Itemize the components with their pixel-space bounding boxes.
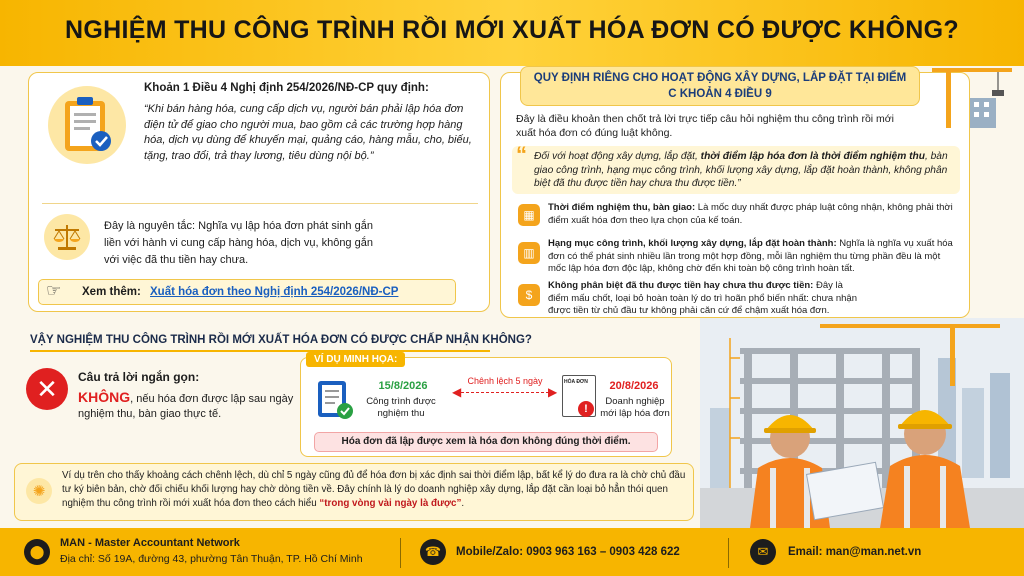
rule-point-3	[548, 280, 858, 318]
crane-illustration	[928, 60, 1018, 130]
warning-icon: !	[578, 401, 594, 417]
short-answer-label: Câu trả lời ngắn gọn:	[78, 370, 200, 384]
invoice-icon-label: HÓA ĐƠN	[564, 379, 588, 385]
principle-text: Đây là nguyên tắc: Nghĩa vụ lập hóa đơn phát sinh gắn liền với hành vi cung cấp hàng hóa, dịch vụ, không gắn với việc đã thu tiền hay chưa.	[104, 220, 373, 266]
money-bag-icon: $	[518, 284, 540, 306]
rule-point-2	[548, 238, 960, 276]
rule-point-3-title: Không phân biệt đã thu được tiền hay chưa thu được tiền:	[548, 280, 814, 291]
lightbulb-icon: ✺	[26, 478, 52, 504]
scales-icon	[44, 214, 90, 260]
example-date-2: 20/8/2026	[609, 380, 659, 392]
question-divider	[30, 350, 490, 352]
example-tag: VÍ DỤ MINH HỌA:	[306, 352, 405, 367]
question-heading: VẬY NGHIỆM THU CÔNG TRÌNH RỒI MỚI XUẤT HÓA ĐƠN CÓ ĐƯỢC CHẤP NHẬN KHÔNG?	[30, 334, 532, 346]
rule-intro: Đây là điều khoản then chốt trả lời trực tiếp câu hỏi nghiệm thu công trình rồi mới xuất hóa đơn có đúng luật không.	[516, 113, 894, 139]
rule-point-1-text: Là mốc duy nhất được pháp luật công nhận, không phải thời điểm xuất hóa đơn theo lựa chọn của kế toán.	[548, 202, 953, 226]
gap-arrow	[456, 392, 554, 393]
checklist-icon	[312, 377, 356, 421]
example-gap-label: Chênh lệch 5 ngày	[467, 376, 543, 386]
page-title: NGHIỆM THU CÔNG TRÌNH RỒI MỚI XUẤT HÓA ĐƠN CÓ ĐƯỢC KHÔNG?	[65, 16, 959, 44]
rule-point-2-title: Hạng mục công trình, khối lượng xây dựng, lắp đặt hoàn thành:	[548, 238, 837, 249]
footer-org: MAN - Master Accountant Network	[60, 537, 240, 549]
answer-rest: , nếu hóa đơn được lập sau ngày nghiệm thu, bàn giao thực tế.	[78, 393, 294, 420]
location-pin-icon: ⬤	[24, 539, 50, 565]
example-label-1: Công trình được nghiệm thu	[366, 396, 436, 419]
reject-icon: ✕	[26, 368, 68, 410]
answer-word: KHÔNG	[78, 389, 131, 405]
law-quote: “Khi bán hàng hóa, cung cấp dịch vụ, người bán phải lập hóa đơn điện tử để giao cho người mua, bao gồm cả các trường hợp hàng hóa, dịch vụ dùng để khuyến mại, quảng cáo, hàng mẫu, cho, biếu, tặng, trao đổi, trả thay lương, tiêu dùng nội bộ.”	[144, 103, 472, 162]
building-icon: ▥	[518, 242, 540, 264]
note-text-highlight: “trong vòng vài ngày là được”	[319, 498, 462, 509]
law-heading: Khoản 1 Điều 4 Nghị định 254/2026/NĐ-CP quy định:	[144, 82, 429, 94]
see-more-link[interactable]: Xuất hóa đơn theo Nghị định 254/2026/NĐ-CP	[150, 286, 399, 298]
rule-point-1-title: Thời điểm nghiệm thu, bàn giao:	[548, 202, 696, 213]
footer-email[interactable]: Email: man@man.net.vn	[788, 546, 922, 558]
rule-heading: QUY ĐỊNH RIÊNG CHO HOẠT ĐỘNG XÂY DỰNG, LẮP ĐẶT TẠI ĐIỂM C KHOẢN 4 ĐIỀU 9	[533, 72, 907, 100]
note-text-c: .	[461, 498, 465, 509]
example-label-2: Doanh nghiệp mới lập hóa đơn	[600, 396, 670, 419]
quote-mark-icon: “	[516, 142, 527, 167]
footer-phone[interactable]: Mobile/Zalo: 0903 963 163 – 0903 428 622	[456, 546, 680, 558]
rule-quote-part-c: , bàn giao công trình, hạng mục công trình, khối lượng xây dựng, lắp đặt hoàn thành, không phân biệt đã thu được tiền hay chưa thu được tiền.”	[534, 151, 948, 189]
example-conclusion: Hóa đơn đã lập được xem là hóa đơn không đúng thời điểm.	[341, 436, 631, 447]
rule-point-3-text: Đây là điểm mấu chốt, loại bỏ hoàn toàn lý do trì hoãn phổ biến nhất: chưa nhận được tiền từ chủ đầu tư không phải căn cứ để chậm xuất hóa đơn.	[548, 280, 857, 316]
phone-icon: ☎	[420, 539, 446, 565]
footer-divider-2	[728, 538, 729, 568]
note-text-a: Ví dụ trên cho thấy khoảng cách chênh lệch, dù chỉ 5 ngày cũng đủ để hóa đơn bị xác định sai thời điểm lập, bất kể lý do đưa ra là chờ chủ đầu tư ký biên bản, chờ đối chiếu khối lượng hay chờ dòng tiền về. Đây chính là lý do doanh nghiệp xây dựng, lắp đặt cần loại bỏ hẳn thói quen nghiệm thu công trình rồi mới xuất hóa đơn theo cách hiểu	[62, 470, 686, 509]
example-date-1: 15/8/2026	[378, 380, 428, 392]
footer-address: Địa chỉ: Số 19A, đường 43, phường Tân Thuận, TP. Hồ Chí Minh	[60, 553, 363, 565]
rule-point-2-text: Nghĩa là nghĩa vụ xuất hóa đơn có thể phát sinh nhiều lần trong một hợp đồng, mỗi lần nghiệm thu từng phần đều là một mốc lập hóa đơn độc lập, không chờ đến khi toàn bộ công trình hoàn tất.	[548, 238, 953, 274]
gap-arrow-right-head: ▶	[548, 385, 558, 399]
email-icon: ✉	[750, 539, 776, 565]
gap-arrow-left-head: ◀	[452, 385, 462, 399]
short-answer	[78, 390, 298, 422]
pointing-hand-icon: ☞	[46, 281, 62, 300]
construction-site-illustration	[700, 318, 1024, 528]
rule-quote-highlight: thời điểm lập hóa đơn là thời điểm nghiệm thu	[700, 151, 925, 162]
clipboard-icon	[48, 86, 126, 164]
rule-quote	[534, 150, 954, 191]
note-text	[62, 469, 688, 511]
rule-point-1	[548, 202, 958, 227]
see-more-label: Xem thêm:	[82, 286, 141, 298]
law-divider	[42, 203, 478, 204]
calendar-icon: ▦	[518, 204, 540, 226]
rule-quote-part-a: Đối với hoạt động xây dựng, lắp đặt,	[534, 151, 701, 162]
footer-divider-1	[400, 538, 401, 568]
